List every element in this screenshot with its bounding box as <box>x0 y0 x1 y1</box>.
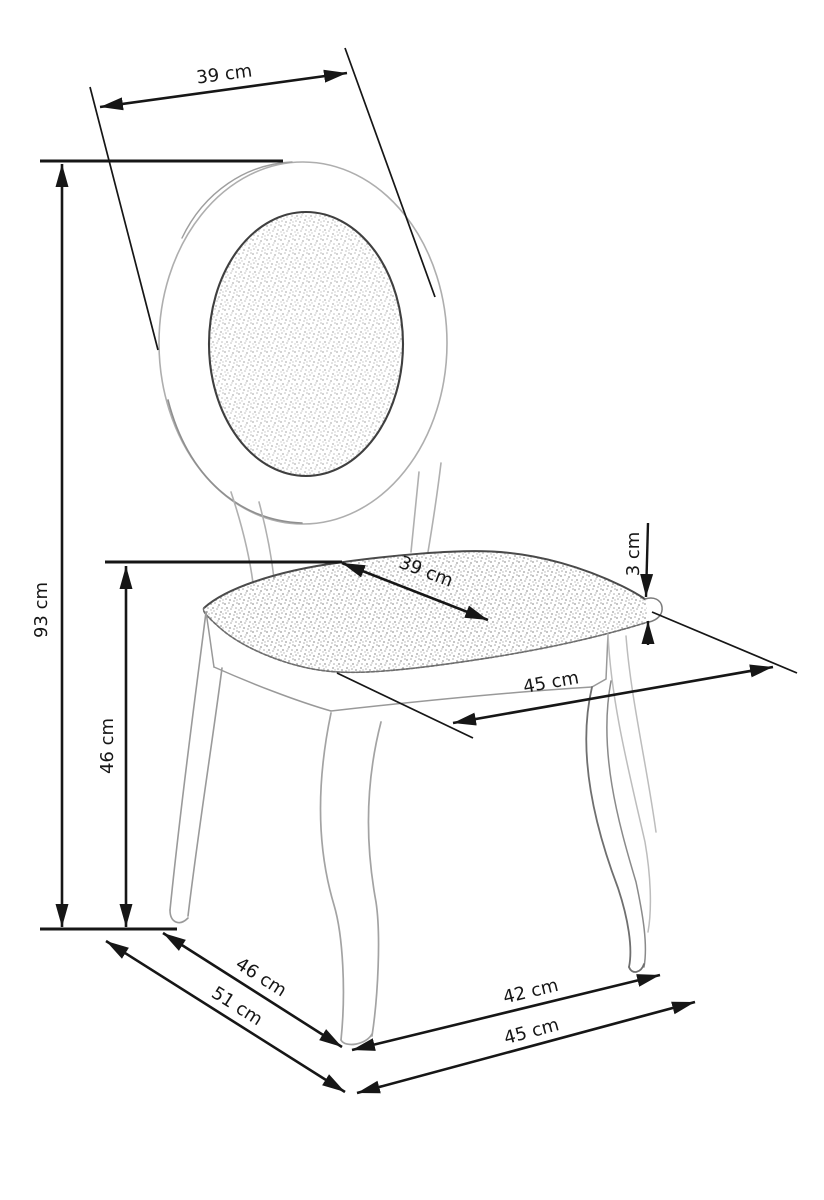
dim-line-seat-width <box>453 667 773 723</box>
dim-base-overall-depth <box>106 941 345 1092</box>
leg-rear-left <box>170 612 222 923</box>
dim-label-backrest-width: 39 cm <box>195 60 254 89</box>
leg-front-left <box>320 713 381 1045</box>
dim-backrest-width <box>100 60 347 107</box>
leg-rear-right <box>608 634 656 932</box>
ext-seat-width-right <box>652 612 797 673</box>
back-post-right <box>411 463 441 552</box>
dim-label-front-feet-span: 42 cm <box>501 974 561 1009</box>
dim-line-seat-thickness-upper <box>646 523 648 597</box>
backrest-pad <box>209 212 403 476</box>
dim-label-base-overall-depth: 51 cm <box>207 982 267 1031</box>
extension-lines <box>40 48 797 929</box>
dim-label-seat-height: 46 cm <box>97 717 118 775</box>
dim-seat-height <box>97 566 126 927</box>
leg-front-right <box>586 681 645 972</box>
dim-label-side-feet-span: 46 cm <box>231 953 291 1002</box>
dim-line-base-overall-depth <box>106 941 345 1092</box>
dim-label-seat-cushion-depth: 39 cm <box>396 552 456 592</box>
ext-seat-width-left <box>337 673 473 738</box>
dim-seat-width <box>453 667 773 723</box>
back-post-left <box>231 492 274 583</box>
dim-label-base-overall-width: 45 cm <box>501 1014 562 1050</box>
dim-total-height <box>31 164 62 927</box>
dim-line-base-overall-width <box>357 1002 695 1093</box>
dim-base-overall-width <box>357 1002 695 1093</box>
dim-label-seat-width: 45 cm <box>521 667 581 698</box>
dim-label-total-height: 93 cm <box>31 581 52 639</box>
dim-side-feet-span <box>163 933 342 1047</box>
dim-line-side-feet-span <box>163 933 342 1047</box>
dimension-annotations <box>31 48 797 1093</box>
ext-backrest-left <box>90 87 158 350</box>
chair-drawing <box>159 162 662 1045</box>
dim-label-seat-thickness: 3 cm <box>623 531 644 577</box>
